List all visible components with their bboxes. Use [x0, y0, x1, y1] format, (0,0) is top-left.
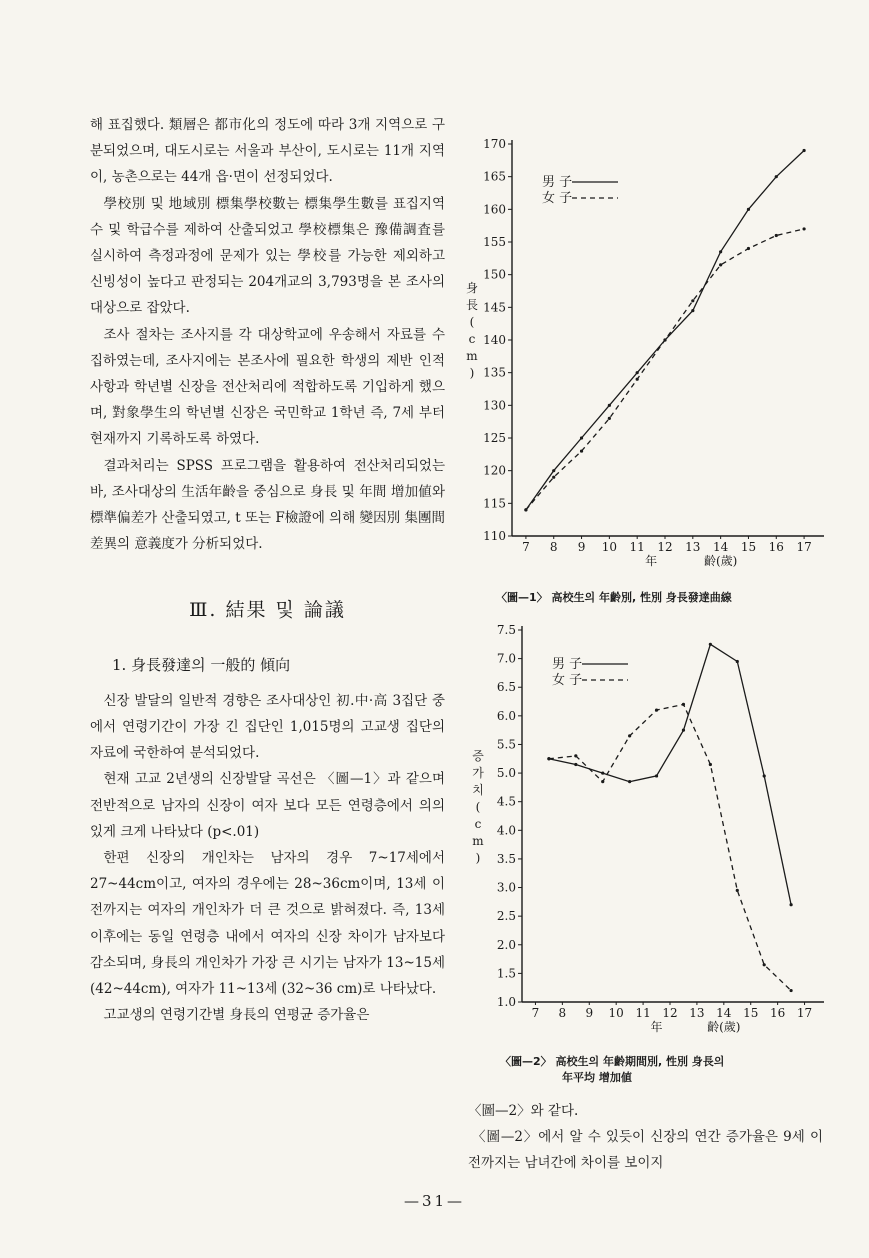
y-axis-title-char: 치 [472, 783, 484, 797]
data-point-female [552, 476, 555, 479]
paragraph-figure1-summary: 현재 고교 2년생의 신장발달 곡선은 〈圖—1〉과 같으며 전반적으로 남자의 신장이 여자 보다 모든 연령층에서 의의있게 크게 나타났다 (p<.01) [90, 771, 445, 840]
data-point-female [524, 508, 527, 511]
data-point-female [655, 709, 658, 712]
x-tick-label: 14 [716, 1006, 732, 1020]
y-tick-label: 120 [483, 463, 506, 478]
data-point-male [580, 436, 583, 439]
y-axis-title-char: ( [475, 800, 481, 814]
data-point-male [763, 774, 766, 777]
data-point-male [709, 643, 712, 646]
x-tick-label: 9 [585, 1006, 594, 1020]
data-point-female [628, 734, 631, 737]
data-point-male [574, 763, 577, 766]
y-tick-label: 145 [483, 300, 506, 315]
x-axis-title-left: 年 [645, 554, 658, 568]
y-tick-label: 150 [483, 267, 506, 282]
data-point-male [682, 729, 685, 732]
x-tick-label: 16 [768, 540, 784, 554]
y-tick-label: 2.5 [496, 909, 516, 924]
data-point-male [636, 371, 639, 374]
legend-label-female: 女 子 [552, 673, 583, 688]
series-line-female [526, 229, 804, 510]
sub-heading: 1. 身長發達의 一般的 傾向 [112, 655, 291, 674]
right-column [468, 1098, 823, 1177]
y-tick-label: 165 [483, 169, 506, 184]
paragraph-figure2-ref: 〈圖—2〉와 같다. [468, 1103, 579, 1119]
x-tick-label: 9 [577, 540, 586, 554]
x-tick-label: 7 [531, 1006, 540, 1020]
legend-label-female: 女 子 [542, 191, 573, 206]
legend-label-male: 男 子 [542, 175, 573, 190]
page-number: —31— [403, 1192, 466, 1210]
data-point-male [747, 208, 750, 211]
y-tick-label: 4.0 [496, 823, 516, 838]
data-point-female [601, 780, 604, 783]
y-tick-label: 5.0 [496, 766, 516, 781]
x-tick-label: 12 [662, 1006, 678, 1020]
x-axis-title-left: 年 [650, 1020, 663, 1034]
x-tick-label: 11 [629, 540, 645, 554]
data-point-female [574, 754, 577, 757]
data-point-male [691, 309, 694, 312]
data-point-female [802, 227, 805, 230]
data-point-female [775, 234, 778, 237]
figure-2-caption-line1: 〈圖—2〉 高校生의 年齡期間別, 性別 身長의 [500, 1055, 725, 1068]
data-point-female [763, 963, 766, 966]
y-axis-title-char: c [474, 817, 482, 831]
y-tick-label: 130 [483, 398, 506, 413]
y-tick-label: 5.5 [496, 737, 516, 752]
x-tick-label: 15 [740, 540, 757, 554]
y-axis-title-char: m [472, 834, 484, 848]
data-point-female [691, 299, 694, 302]
x-tick-label: 12 [657, 540, 673, 554]
data-point-female [636, 378, 639, 381]
y-axis-title-char: c [468, 332, 476, 346]
paragraph-general-trend: 신장 발달의 일반적 경향은 조사대상인 初.中·高 3집단 중에서 연령기간이 가장 긴 집단인 1,015명의 고교생 집단의 자료에 국한하여 분석되었다. [90, 692, 445, 762]
data-point-female [709, 763, 712, 766]
y-tick-label: 4.5 [496, 794, 516, 809]
data-point-male [655, 774, 658, 777]
x-tick-label: 16 [769, 1006, 786, 1020]
x-axis-title-right: 齡(歲) [707, 1020, 741, 1034]
x-tick-label: 11 [635, 1006, 651, 1020]
data-point-female [580, 449, 583, 452]
data-point-female [747, 247, 750, 250]
y-tick-label: 1.0 [496, 995, 516, 1009]
data-point-male [552, 469, 555, 472]
y-tick-label: 125 [483, 431, 506, 445]
paragraph-sampling-regions: 해 표집했다. 類層은 都市化의 정도에 따라 3개 지역으로 구분되었으며, 대도시로는 서울과 부산이, 도시로는 11개 지역이, 농촌으로는 44개 읍·면이 선정되었다. [90, 117, 445, 186]
x-tick-label: 13 [689, 1006, 705, 1020]
data-point-female [682, 703, 685, 706]
x-tick-label: 10 [608, 1006, 624, 1020]
data-point-male [789, 903, 792, 906]
section-heading: Ⅲ. 結果 및 論議 [189, 599, 346, 622]
x-tick-label: 7 [522, 540, 530, 554]
figure-1-caption-text: 〈圖—1〉 高校生의 年齡別, 性別 身長發達曲線 [496, 591, 732, 604]
data-point-male [736, 660, 739, 663]
y-axis-title-char: 가 [472, 766, 484, 780]
y-tick-label: 6.0 [496, 708, 516, 723]
paragraph-school-sampling: 學校別 및 地域別 標集學校數는 標集學生數를 표집지역수 및 학급수를 제하여 산출되었고 學校標集은 豫備調査를 실시하여 측정과정에 문제가 있는 學校를 가능한 제외하고 신빙성이 높다고 판정되는 204개교의 3,793명을 본 조사의 대상으로 잡았다. [90, 195, 445, 317]
legend-label-male: 男 子 [552, 657, 583, 672]
paragraph-figure2-discussion: 〈圖—2〉에서 알 수 있듯이 신장의 연간 증가율은 9세 이전까지는 남녀간에 차이를 보이지 [468, 1129, 823, 1172]
y-tick-label: 7.5 [496, 623, 516, 637]
data-point-female [547, 757, 550, 760]
data-point-male [775, 175, 778, 178]
data-point-female [663, 338, 666, 341]
y-tick-label: 7.0 [496, 651, 516, 666]
x-tick-label: 10 [601, 540, 618, 554]
x-tick-label: 15 [743, 1006, 759, 1020]
figure-1-height-curve [460, 130, 840, 575]
y-tick-label: 170 [483, 137, 506, 151]
y-axis-title-char: ) [475, 851, 481, 865]
y-axis-title-char: m [466, 349, 478, 363]
left-column [90, 112, 445, 1029]
x-axis-title-right: 齡(歲) [703, 554, 738, 568]
paragraph-growth-rate: 고교생의 연령기간별 身長의 연평균 증가율은 [103, 1007, 370, 1024]
figure-2-increment-curve [460, 618, 840, 1048]
paragraph-individual-difference: 한편 신장의 개인차는 남자의 경우 7~17세에서 27~44cm이고, 여자의 경우에는 28~36cm이며, 13세 이전까지는 여자의 개인차가 더 큰 것으로 밝혀졌다. 즉, 13세 이후에는 동일 연령층 내에서 여자의 신장 차이가 남자보다 감소되며, 身長의 개인차가 가장 큰 시기는 남자가 13~15세 (42~44cm), 여자가 11~13세 (32~36 cm)로 나타났다. [90, 850, 445, 998]
y-tick-label: 2.0 [496, 937, 516, 952]
y-tick-label: 160 [483, 202, 506, 217]
data-point-male [719, 250, 722, 253]
y-axis-title-char: ( [469, 315, 475, 329]
figure-2-caption [500, 1054, 724, 1086]
paragraph-procedure: 조사 절차는 조사지를 각 대상학교에 우송해서 자료를 수집하였는데, 조사지에는 본조사에 필요한 학생의 제반 인적사항과 학년별 신장을 전산처리에 적합하도록 기입하게 했으며, 對象學生의 학년별 신장은 국민학교 1학년 즉, 7세 부터 현재까지 기록하도록 하였다. [90, 326, 445, 448]
y-tick-label: 3.5 [496, 851, 516, 866]
data-point-male [608, 404, 611, 407]
data-point-male [601, 771, 604, 774]
x-tick-label: 13 [685, 540, 701, 554]
data-point-female [608, 417, 611, 420]
figure-1-caption [496, 590, 732, 606]
x-tick-label: 14 [712, 540, 729, 554]
x-tick-label: 17 [796, 1006, 813, 1020]
y-tick-label: 1.5 [496, 966, 516, 981]
y-axis-title-char: ) [469, 366, 475, 380]
series-line-female [549, 704, 791, 990]
y-axis-title-char: 長 [465, 298, 479, 312]
x-tick-label: 8 [549, 540, 558, 554]
y-tick-label: 3.0 [496, 880, 516, 895]
data-point-male [628, 780, 631, 783]
paragraph-processing: 결과처리는 SPSS 프로그램을 활용하여 전산처리되었는 바, 조사대상의 生活年齡을 중심으로 身長 및 年間 增加値와 標準偏差가 산출되였고, t 또는 F檢證에 의해 變因別 集團間 差異의 意義度가 分析되었다. [90, 457, 445, 553]
y-axis-title-char: 身 [465, 281, 479, 295]
data-point-female [736, 889, 739, 892]
y-tick-label: 140 [483, 333, 506, 347]
data-point-male [802, 149, 805, 152]
data-point-female [789, 989, 792, 992]
y-tick-label: 6.5 [496, 680, 516, 695]
y-tick-label: 110 [483, 529, 506, 543]
y-tick-label: 155 [483, 235, 506, 249]
y-tick-label: 135 [483, 365, 506, 380]
data-point-female [719, 263, 722, 266]
x-tick-label: 17 [796, 540, 812, 554]
x-tick-label: 8 [558, 1006, 567, 1020]
figure-2-caption-line2: 年平均 增加値 [562, 1071, 632, 1084]
y-axis-title-char: 증 [472, 749, 484, 763]
y-tick-label: 115 [483, 496, 506, 511]
series-line-male [549, 644, 791, 904]
